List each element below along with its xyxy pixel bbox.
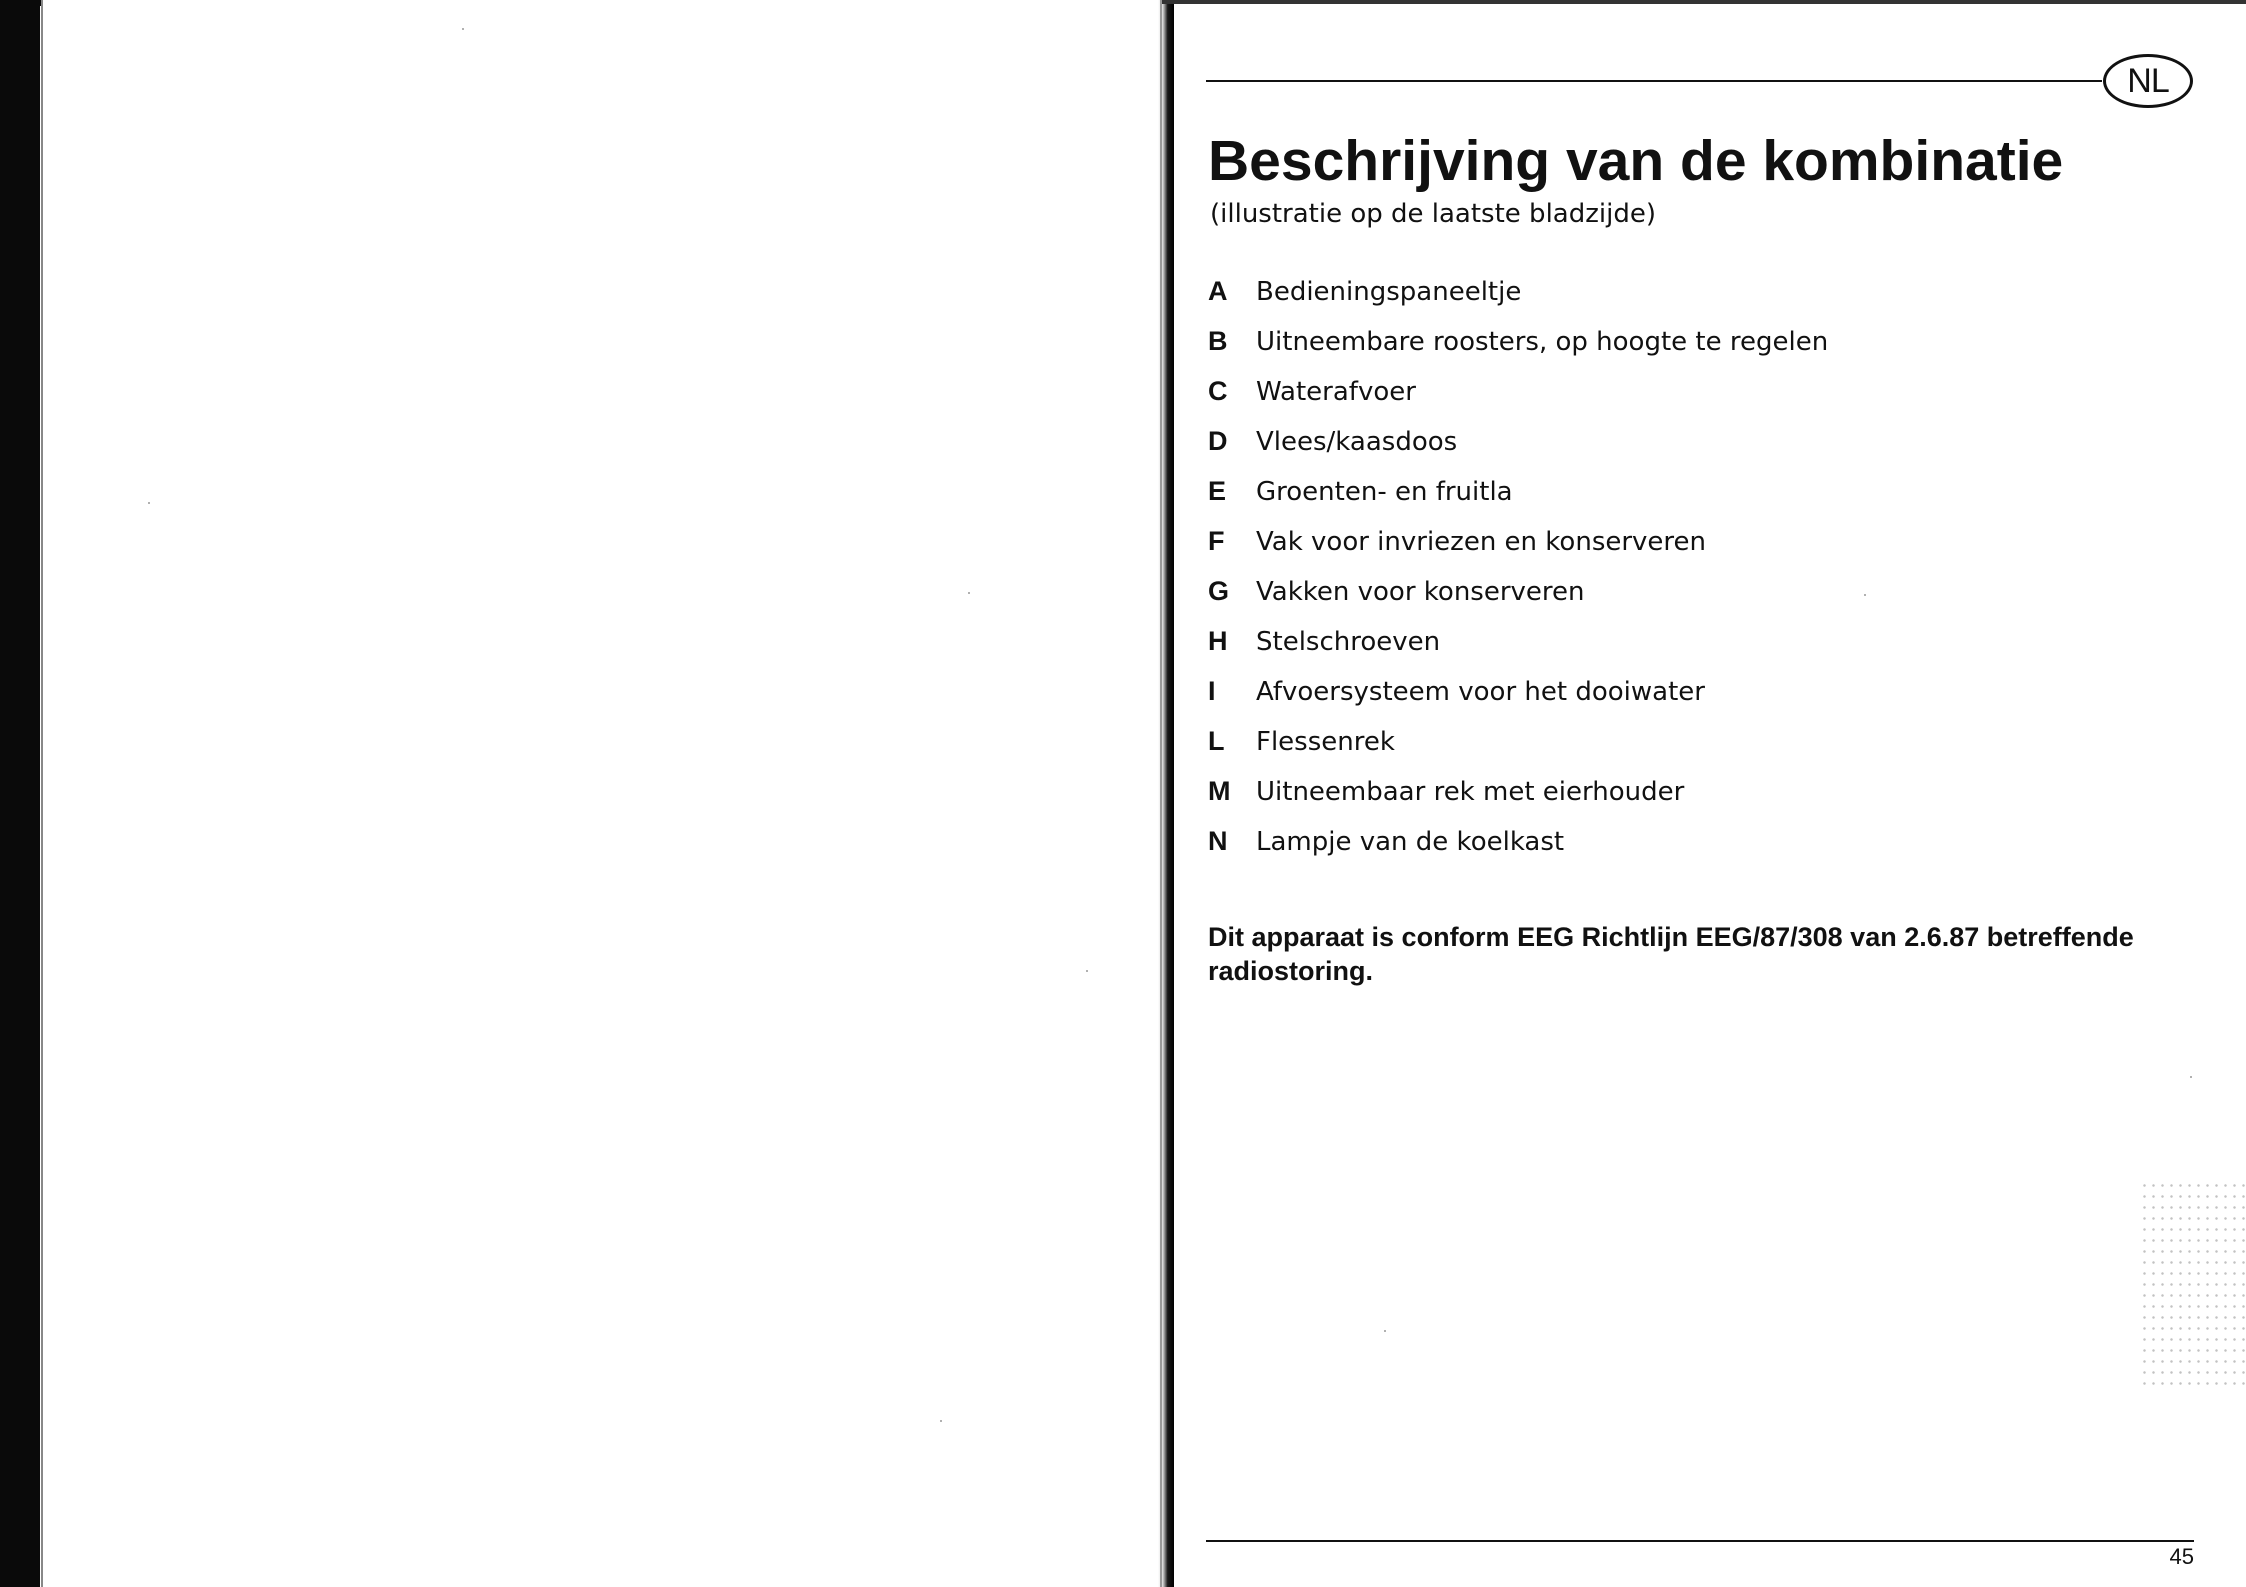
- part-label: Uitneembaar rek met eierhouder: [1256, 777, 1685, 807]
- scan-dot: [940, 1420, 942, 1422]
- part-label: Waterafvoer: [1256, 377, 1416, 407]
- part-label: Vak voor invriezen en konserveren: [1256, 527, 1707, 557]
- list-item: [1208, 671, 1828, 721]
- part-letter: D: [1208, 426, 1228, 456]
- part-letter: B: [1208, 326, 1228, 356]
- parts-list: [1208, 271, 1828, 871]
- page-title: Beschrijving van de kombinatie: [1208, 129, 2064, 193]
- scan-dot: [1086, 970, 1088, 972]
- scan-corner-mark: [20, 0, 42, 6]
- book-gutter-line: [1160, 0, 1162, 1587]
- part-label: Vlees/kaasdoos: [1256, 427, 1458, 457]
- scan-dot: [462, 28, 464, 30]
- part-label: Lampje van de koelkast: [1256, 827, 1565, 857]
- list-item: [1208, 721, 1828, 771]
- part-label: Bedieningspaneeltje: [1256, 277, 1522, 307]
- list-item: [1208, 571, 1828, 621]
- part-label: Groenten- en fruitla: [1256, 477, 1513, 507]
- part-letter: F: [1208, 526, 1225, 556]
- page-top-edge: [1162, 0, 2246, 4]
- scan-edge-left: [0, 0, 40, 1587]
- list-item: [1208, 271, 1828, 321]
- part-letter: N: [1208, 826, 1228, 856]
- scan-speckle: [2140, 1180, 2246, 1390]
- part-letter: G: [1208, 576, 1230, 606]
- list-item: [1208, 371, 1828, 421]
- page-number: 45: [2169, 1544, 2194, 1569]
- list-item: [1208, 471, 1828, 521]
- scan-dot: [1864, 594, 1866, 596]
- language-badge: NL: [2103, 54, 2193, 108]
- list-item: [1208, 521, 1828, 571]
- scan-dot: [968, 592, 970, 594]
- list-item: [1208, 621, 1828, 671]
- list-item: [1208, 821, 1828, 871]
- conformity-notice: Dit apparaat is conform EEG Richtlijn EEG/87/308 van 2.6.87 betreffende radiostoring.: [1208, 922, 2134, 986]
- part-letter: A: [1208, 276, 1228, 306]
- list-item: [1208, 771, 1828, 821]
- part-label: Afvoersysteem voor het dooiwater: [1256, 677, 1705, 707]
- scan-dot: [1384, 1330, 1386, 1332]
- header-rule: [1206, 80, 2102, 82]
- part-label: Vakken voor konserveren: [1256, 577, 1585, 607]
- part-label: Stelschroeven: [1256, 627, 1441, 657]
- scan-dot: [148, 502, 150, 504]
- part-letter: H: [1208, 626, 1228, 656]
- part-letter: M: [1208, 776, 1231, 806]
- list-item: [1208, 321, 1828, 371]
- part-label: Flessenrek: [1256, 727, 1395, 757]
- footer-rule: [1206, 1540, 2194, 1542]
- part-letter: L: [1208, 726, 1225, 756]
- part-letter: E: [1208, 476, 1227, 506]
- part-letter: I: [1208, 676, 1216, 706]
- part-label: Uitneembare roosters, op hoogte te regelen: [1256, 327, 1829, 357]
- list-item: [1208, 421, 1828, 471]
- scan-edge-line: [41, 0, 43, 1587]
- part-letter: C: [1208, 376, 1228, 406]
- scan-dot: [2190, 1076, 2192, 1078]
- page-subtitle: (illustratie op de laatste bladzijde): [1210, 199, 1656, 229]
